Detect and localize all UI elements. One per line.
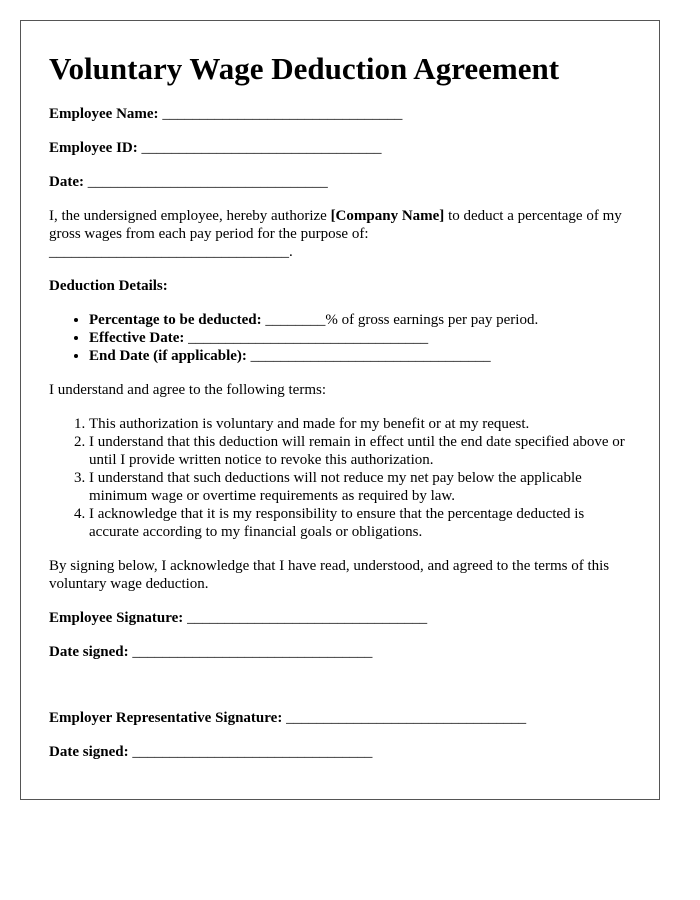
purpose-end-punct: . bbox=[289, 244, 293, 260]
employee-signature-label: Employee Signature: bbox=[49, 610, 184, 626]
authorization-paragraph bbox=[49, 207, 631, 261]
employer-signature-label: Employer Representative Signature: bbox=[49, 710, 283, 726]
employee-date-signed-label: Date signed: bbox=[49, 644, 129, 660]
employee-name-label: Employee Name: bbox=[49, 106, 159, 122]
acknowledgment-paragraph: By signing below, I acknowledge that I have read, understood, and agreed to the terms of this voluntary wage deduction. bbox=[49, 558, 610, 592]
effective-date-label: Effective Date: bbox=[89, 330, 185, 346]
employee-name-blank[interactable]: ________________________________ bbox=[162, 106, 403, 122]
employer-date-signed-field bbox=[49, 743, 631, 761]
percentage-label: Percentage to be deducted: bbox=[89, 312, 262, 328]
employee-date-signed-field bbox=[49, 643, 631, 661]
deduction-details-list bbox=[49, 311, 631, 365]
employee-signature-blank[interactable]: ________________________________ bbox=[187, 610, 428, 626]
percentage-blank[interactable]: ________ bbox=[265, 312, 326, 328]
document-title: Voluntary Wage Deduction Agreement bbox=[49, 51, 560, 86]
employee-id-field bbox=[49, 139, 631, 157]
effective-date-blank[interactable]: ________________________________ bbox=[188, 330, 429, 346]
employee-id-label: Employee ID: bbox=[49, 140, 138, 156]
employee-date-signed-blank[interactable]: ________________________________ bbox=[132, 644, 373, 660]
effective-date-item bbox=[89, 329, 631, 347]
deduction-details-heading: Deduction Details: bbox=[49, 278, 168, 294]
term-item: 3. I understand that such deductions will not reduce my net pay below the applicable minimum wage or overtime requirements as required by law. bbox=[89, 469, 631, 505]
terms-list bbox=[49, 415, 631, 541]
date-blank[interactable]: ________________________________ bbox=[87, 174, 328, 190]
percentage-item bbox=[89, 311, 631, 329]
end-date-item bbox=[89, 347, 631, 365]
term-item: 4. I acknowledge that it is my responsibility to ensure that the percentage deducted is accurate according to my financial goals or obligations. bbox=[89, 505, 631, 541]
employer-date-signed-blank[interactable]: ________________________________ bbox=[132, 744, 373, 760]
date-field bbox=[49, 173, 631, 191]
agreement-document bbox=[20, 20, 660, 800]
term-item: 2. I understand that this deduction will remain in effect until the end date specified above or until I provide written notice to revoke this authorization. bbox=[89, 433, 631, 469]
employee-id-blank[interactable]: ________________________________ bbox=[141, 140, 382, 156]
employer-signature-blank[interactable]: ________________________________ bbox=[286, 710, 527, 726]
company-name-placeholder: [Company Name] bbox=[330, 208, 445, 224]
date-label: Date: bbox=[49, 174, 84, 190]
employee-signature-field bbox=[49, 609, 631, 627]
terms-intro: I understand and agree to the following terms: bbox=[49, 382, 327, 398]
end-date-label: End Date (if applicable): bbox=[89, 348, 247, 364]
term-item: 1. This authorization is voluntary and made for my benefit or at my request. bbox=[89, 415, 631, 433]
authorization-text-before: I, the undersigned employee, hereby authorize bbox=[49, 208, 331, 224]
employer-signature-field bbox=[49, 709, 631, 727]
employer-date-signed-label: Date signed: bbox=[49, 744, 129, 760]
end-date-blank[interactable]: ________________________________ bbox=[250, 348, 491, 364]
authorization-text-after: to deduct a percentage of my gross wages from each pay period for the purpose of: bbox=[49, 208, 622, 242]
employee-name-field bbox=[49, 105, 631, 123]
purpose-blank[interactable]: ________________________________ bbox=[49, 244, 289, 260]
signature-spacer bbox=[49, 677, 631, 709]
percentage-suffix: % of gross earnings per pay period. bbox=[325, 312, 539, 328]
